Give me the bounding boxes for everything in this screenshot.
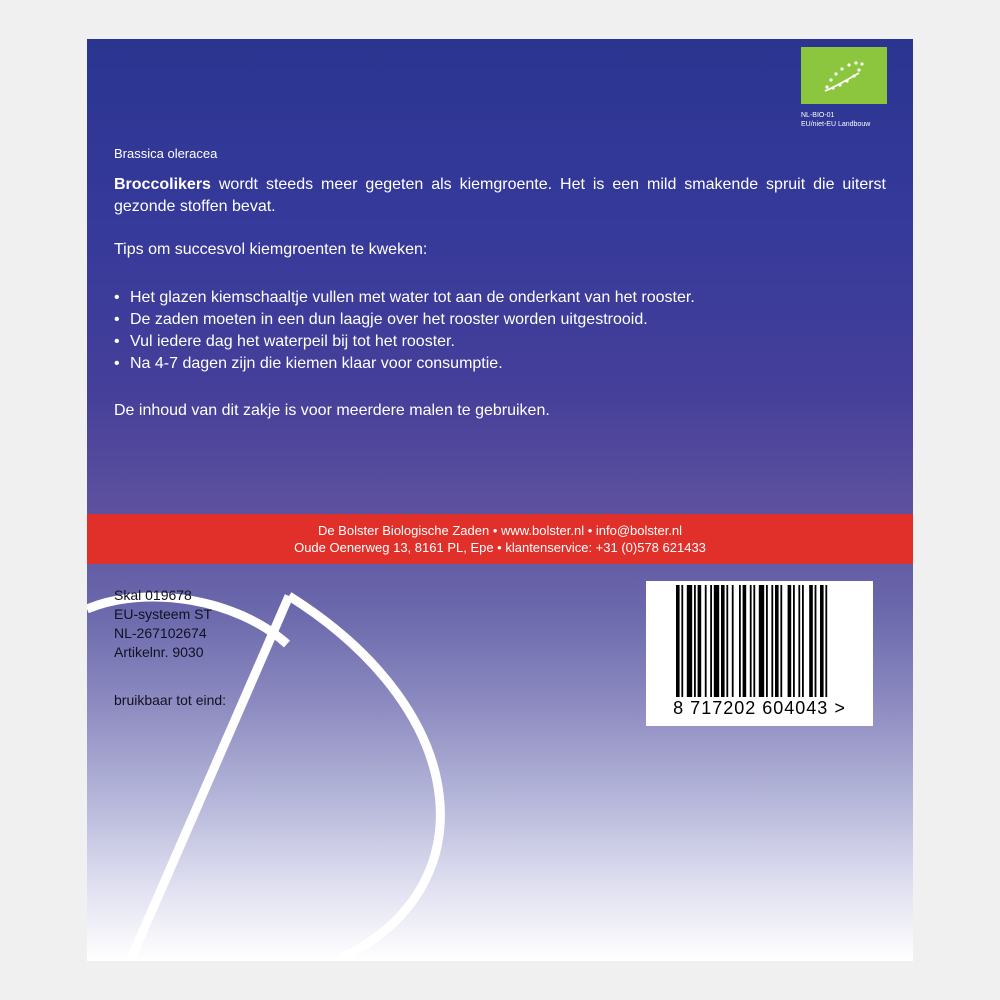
tip-text: De zaden moeten in een dun laagje over het rooster worden uitgestrooid. — [130, 311, 648, 328]
bullet-icon: • — [114, 355, 120, 372]
barcode-bar — [753, 585, 755, 697]
company-line-2: Oude Oenerweg 13, 8161 PL, Epe • klantenservice: +31 (0)578 621433 — [294, 540, 706, 555]
barcode-bar — [726, 585, 728, 697]
tips-title: Tips om succesvol kiemgroenten te kweken: — [114, 241, 428, 258]
barcode-bar — [710, 585, 712, 697]
barcode-bar — [687, 585, 692, 697]
barcode-bar — [681, 585, 683, 697]
tip-item — [114, 331, 695, 353]
barcode-bar — [815, 585, 817, 697]
barcode-bar — [721, 585, 725, 697]
bullet-icon: • — [114, 311, 120, 328]
seed-packet-back — [87, 39, 913, 961]
barcode-bar — [771, 585, 773, 697]
barcode-bars — [646, 581, 873, 699]
barcode-bar — [714, 585, 719, 697]
tip-item — [114, 309, 695, 331]
barcode-bar — [698, 585, 702, 697]
latin-name: Brassica oleracea — [114, 146, 218, 161]
barcode-bar — [750, 585, 752, 697]
barcode-bar — [809, 585, 813, 697]
product-intro — [114, 174, 886, 218]
cert-line: Skal 019678 — [114, 587, 192, 603]
organic-certification-code — [801, 111, 911, 129]
barcode-bar — [793, 585, 795, 697]
tip-text: Vul iedere dag het waterpeil bij tot het rooster. — [130, 333, 455, 350]
usage-note: De inhoud van dit zakje is voor meerdere malen te gebruiken. — [114, 402, 550, 419]
barcode — [646, 581, 873, 726]
organic-origin: EU/niet-EU Landbouw — [801, 121, 871, 128]
company-band — [87, 514, 913, 564]
tip-text: Het glazen kiemschaaltje vullen met water tot aan de onderkant van het rooster. — [130, 289, 695, 306]
barcode-bar — [694, 585, 696, 697]
cert-line: EU-systeem ST — [114, 606, 213, 622]
organic-code: NL-BIO-01 — [801, 112, 835, 119]
barcode-bar — [676, 585, 680, 697]
barcode-bar — [732, 585, 734, 697]
barcode-bar — [802, 585, 804, 697]
barcode-bar — [798, 585, 800, 697]
barcode-bar — [739, 585, 741, 697]
barcode-bar — [766, 585, 768, 697]
product-name: Broccolikers — [114, 176, 211, 193]
company-line-1: De Bolster Biologische Zaden • www.bolster.nl • info@bolster.nl — [317, 523, 683, 538]
cert-line: NL-267102674 — [114, 625, 207, 641]
barcode-bar — [820, 585, 824, 697]
barcode-bar — [825, 585, 827, 697]
intro-text: wordt steeds meer gegeten als kiemgroente. Het is een mild smakende spruit die uiterst gezonde stoffen bevat. — [114, 176, 886, 215]
best-before-label: bruikbaar tot eind: — [114, 692, 227, 708]
barcode-bar — [743, 585, 747, 697]
tip-item — [114, 353, 695, 375]
tips-list — [114, 287, 695, 375]
barcode-bar — [775, 585, 779, 697]
barcode-bar — [705, 585, 707, 697]
barcode-bar — [780, 585, 782, 697]
certification-block — [114, 586, 212, 662]
eu-organic-logo — [801, 47, 887, 104]
barcode-bar — [788, 585, 792, 697]
barcode-digits: 8 717202 604043 > — [673, 698, 846, 718]
barcode-bar — [759, 585, 764, 697]
cert-line: Artikelnr. 9030 — [114, 644, 204, 660]
tip-text: Na 4-7 dagen zijn die kiemen klaar voor consumptie. — [130, 355, 503, 372]
bullet-icon: • — [114, 289, 120, 306]
bullet-icon: • — [114, 333, 120, 350]
eu-organic-leaf-icon — [801, 47, 887, 104]
tip-item — [114, 287, 695, 309]
